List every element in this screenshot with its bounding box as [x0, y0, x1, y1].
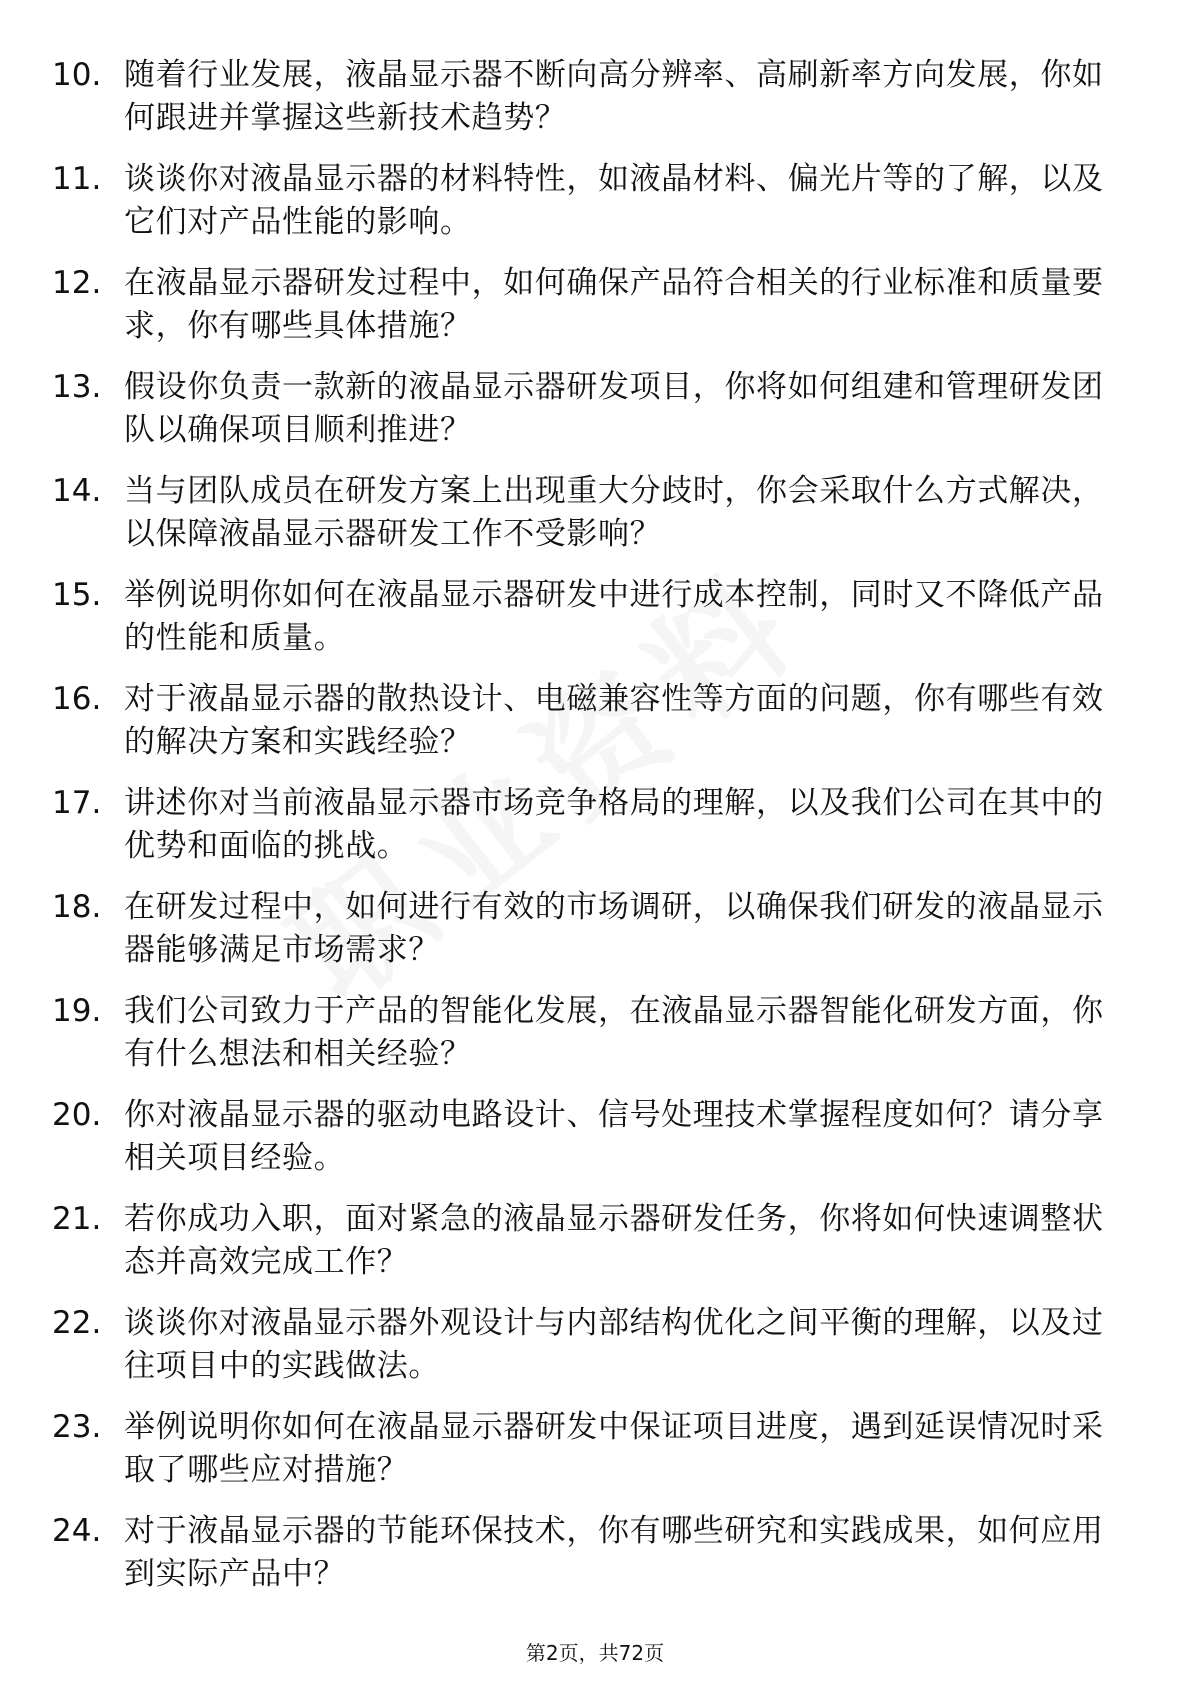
- question-text: 讲述你对当前液晶显示器市场竞争格局的理解，以及我们公司在其中的优势和面临的挑战。: [124, 785, 1104, 864]
- question-number: 16.: [52, 681, 102, 717]
- question-number: 14.: [52, 473, 102, 509]
- question-item: [0, 678, 1190, 782]
- question-text: 谈谈你对液晶显示器外观设计与内部结构优化之间平衡的理解，以及过往项目中的实践做法。: [124, 1305, 1104, 1384]
- question-number: 11.: [52, 161, 102, 197]
- question-number: 18.: [52, 889, 102, 925]
- question-number: 17.: [52, 785, 102, 821]
- question-number: 19.: [52, 993, 102, 1029]
- question-list: [0, 54, 1190, 1614]
- question-number: 23.: [52, 1409, 102, 1445]
- question-text: 对于液晶显示器的节能环保技术，你有哪些研究和实践成果，如何应用到实际产品中？: [124, 1513, 1104, 1592]
- question-text: 当与团队成员在研发方案上出现重大分歧时，你会采取什么方式解决，以保障液晶显示器研发工作不受影响？: [124, 473, 1104, 552]
- question-number: 24.: [52, 1513, 102, 1549]
- question-text: 举例说明你如何在液晶显示器研发中保证项目进度，遇到延误情况时采取了哪些应对措施？: [124, 1409, 1104, 1488]
- question-item: [0, 262, 1190, 366]
- question-item: [0, 574, 1190, 678]
- question-item: [0, 54, 1190, 158]
- page-number: 第2页，共72页: [525, 1641, 665, 1665]
- question-item: [0, 158, 1190, 262]
- question-text: 你对液晶显示器的驱动电路设计、信号处理技术掌握程度如何？请分享相关项目经验。: [124, 1097, 1104, 1176]
- question-text: 我们公司致力于产品的智能化发展，在液晶显示器智能化研发方面，你有什么想法和相关经验？: [124, 993, 1104, 1072]
- question-number: 22.: [52, 1305, 102, 1341]
- question-text: 随着行业发展，液晶显示器不断向高分辨率、高刷新率方向发展，你如何跟进并掌握这些新技术趋势？: [124, 57, 1104, 136]
- question-text: 假设你负责一款新的液晶显示器研发项目，你将如何组建和管理研发团队以确保项目顺利推进？: [124, 369, 1104, 448]
- question-number: 12.: [52, 265, 102, 301]
- question-text: 在研发过程中，如何进行有效的市场调研，以确保我们研发的液晶显示器能够满足市场需求？: [124, 889, 1104, 968]
- question-number: 20.: [52, 1097, 102, 1133]
- question-item: [0, 470, 1190, 574]
- question-item: [0, 366, 1190, 470]
- question-item: [0, 1198, 1190, 1302]
- question-item: [0, 1094, 1190, 1198]
- question-item: [0, 886, 1190, 990]
- question-text: 对于液晶显示器的散热设计、电磁兼容性等方面的问题，你有哪些有效的解决方案和实践经验？: [124, 681, 1104, 760]
- question-number: 15.: [52, 577, 102, 613]
- question-number: 21.: [52, 1201, 102, 1237]
- question-item: [0, 1510, 1190, 1614]
- question-item: [0, 990, 1190, 1094]
- question-text: 举例说明你如何在液晶显示器研发中进行成本控制，同时又不降低产品的性能和质量。: [124, 577, 1104, 656]
- question-item: [0, 782, 1190, 886]
- question-item: [0, 1302, 1190, 1406]
- question-text: 谈谈你对液晶显示器的材料特性，如液晶材料、偏光片等的了解，以及它们对产品性能的影响。: [124, 161, 1104, 240]
- question-text: 在液晶显示器研发过程中，如何确保产品符合相关的行业标准和质量要求，你有哪些具体措施？: [124, 265, 1104, 344]
- question-number: 10.: [52, 57, 102, 93]
- question-item: [0, 1406, 1190, 1510]
- question-number: 13.: [52, 369, 102, 405]
- question-text: 若你成功入职，面对紧急的液晶显示器研发任务，你将如何快速调整状态并高效完成工作？: [124, 1201, 1104, 1280]
